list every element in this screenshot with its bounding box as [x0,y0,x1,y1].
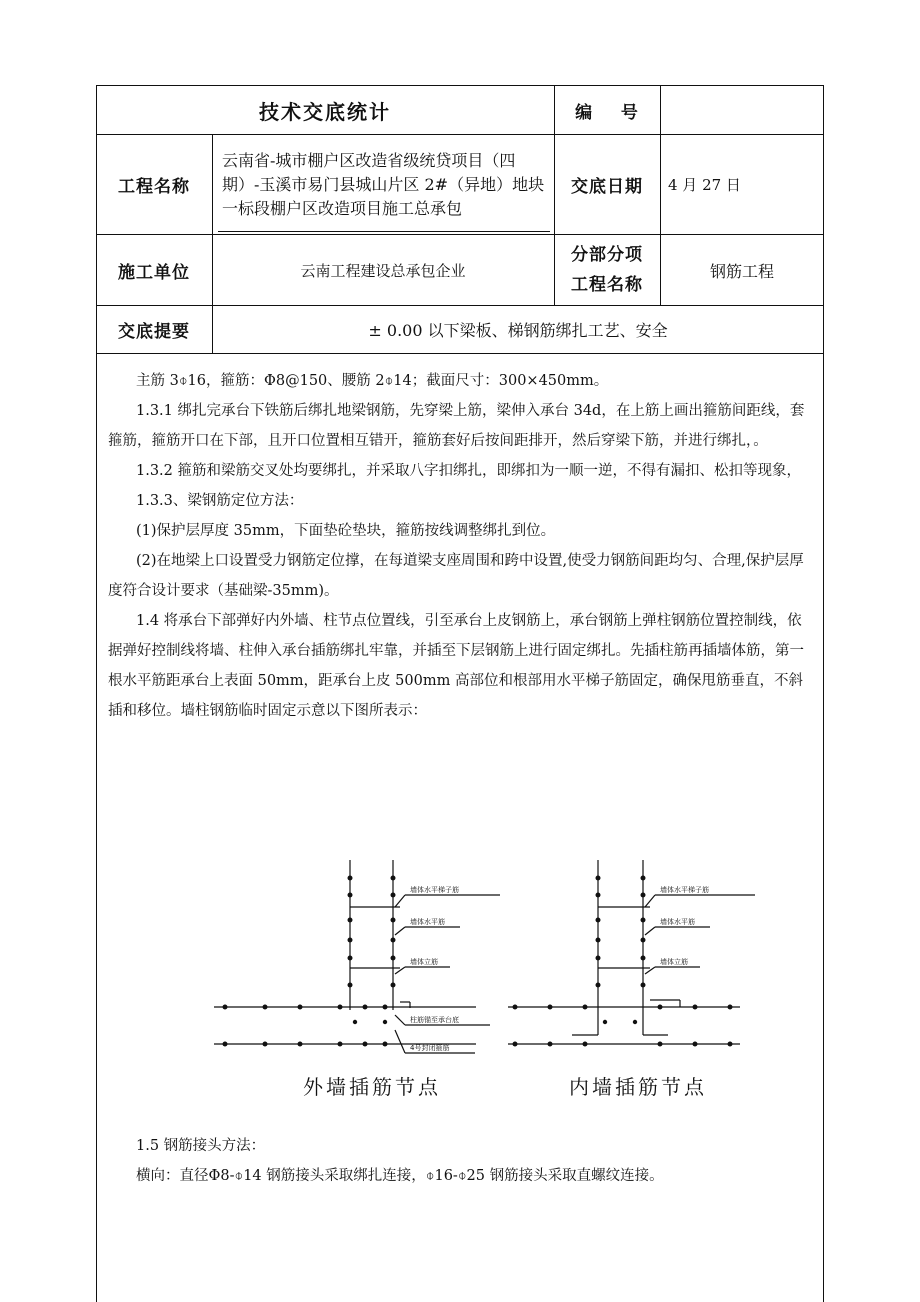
diagram-label: 墙体立筋 [410,958,438,966]
outer-wall-rebar-dots [223,876,396,1047]
project-name-value: 云南省-城市棚户区改造省级统贷项目（四期）-玉溪市易门县城山片区 2#（异地）地块一标段棚户区改造项目施工总承包 [222,150,545,218]
number-value[interactable] [660,86,824,134]
inner-wall-rebar-dots [513,876,733,1047]
sub-project-label [554,235,660,305]
outer-wall-caption: 外墙插筋节点 [303,1075,441,1099]
paragraph: 1.3.1 绑扎完承台下铁筋后绑扎地梁钢筋，先穿梁上筋，梁伸入承台 34d，在上筋上画出箍筋间距线，套箍筋，箍筋开口在下部，且开口位置相互错开，箍筋套好后按间距排开，然后穿梁下筋，并进行绑扎，。 [108,403,805,449]
date-label: 交底日期 [571,177,643,197]
sub-project-label-line1: 分部分项 [571,245,643,265]
rebar-diagrams [0,850,920,1140]
document-title: 技术交底统计 [259,99,391,124]
date-value: 4 月 27 日 [668,176,741,194]
sub-project-label-line2: 工程名称 [571,275,643,295]
project-name-label: 工程名称 [118,177,190,197]
joints-title: 1.5 钢筋接头方法： [136,1138,266,1154]
joints-horizontal: 横向：直径Φ8-⌽14 钢筋接头采取绑扎连接，⌽16-⌽25 钢筋接头采取直螺纹连接。 [136,1168,664,1184]
summary-value: ± 0.00 以下梁板、梯钢筋绑扎工艺、安全 [368,321,668,340]
diagram-label: 柱筋锚至承台底 [410,1016,459,1024]
diagram-label: 墙体立筋 [660,958,688,966]
diagram-label: 墙体水平筋 [410,918,445,926]
paragraph: (2)在地梁上口设置受力钢筋定位撑，在每道梁支座周围和跨中设置,使受力钢筋间距均匀、合理,保护层厚度符合设计要求（基础梁-35mm)。 [108,553,804,599]
diagram-label: 墙体水平筋 [660,918,695,926]
construction-unit-label: 施工单位 [118,262,190,283]
paragraph: 主筋 3⌽16，箍筋：Φ8@150、腰筋 2⌽14；截面尺寸：300×450mm。 [136,373,609,389]
paragraph: 1.3.2 箍筋和梁筋交叉处均要绑扎，并采取八字扣绑扎，即绑扣为一顺一逆，不得有漏扣、松扣等现象， [136,463,801,479]
project-underline [218,231,550,232]
row-divider [96,353,824,354]
outer-wall-labels [410,885,459,1052]
body-text [108,366,813,726]
paragraph: (1)保护层厚度 35mm，下面垫砼垫块，箍筋按线调整绑扎到位。 [136,523,556,539]
diagram-label: 墙体水平梯子筋 [410,886,459,894]
inner-wall-diagram [508,860,755,1044]
joints-section [108,1131,813,1191]
construction-unit-value: 云南工程建设总承包企业 [300,261,466,280]
sub-project-value: 钢筋工程 [709,261,774,281]
paragraph: 1.4 将承台下部弹好内外墙、柱节点位置线，引至承台上皮钢筋上，承台钢筋上弹柱钢筋位置控制线，依据弹好控制线将墙、柱伸入承台插筋绑扎牢靠，并插至下层钢筋上进行固定绑扎。先插柱筋再插墙体筋，第一根水平筋距承台上表面 50mm，距承台上皮 500mm 高部位和根部用水平梯子筋固定，确保甩筋垂直，不斜插和移位。墙柱钢筋临时固定示意以下图所表示： [108,613,804,719]
number-label: 编 号 [575,102,639,123]
diagram-label: 4号封闭箍筋 [410,1044,450,1052]
inner-wall-labels [660,885,709,966]
diagram-label: 墙体水平梯子筋 [660,886,709,894]
paragraph: 1.3.3、梁钢筋定位方法： [136,493,304,509]
inner-wall-caption: 内墙插筋节点 [569,1075,707,1099]
summary-label: 交底提要 [118,322,190,342]
